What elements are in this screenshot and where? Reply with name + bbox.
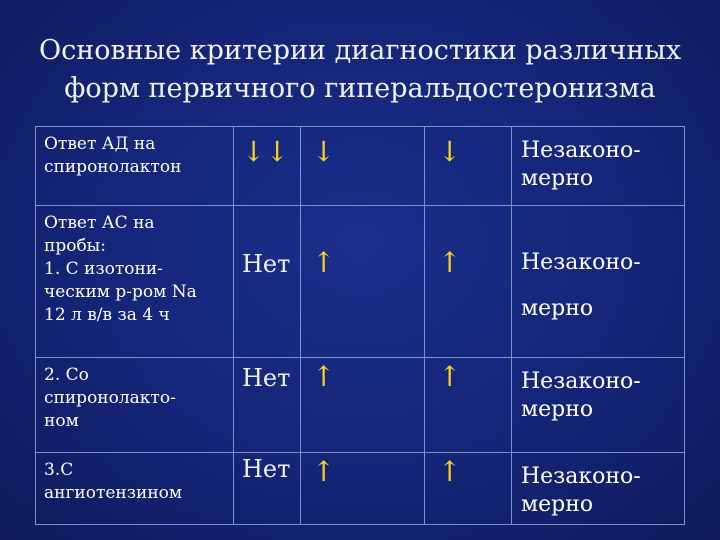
cell-col-c	[425, 127, 512, 206]
row-label	[36, 358, 234, 453]
row-label-line: 12 л в/в за 4 ч	[44, 305, 170, 325]
cell-col-d	[512, 358, 685, 453]
row-label-line: Ответ АС на	[44, 213, 155, 233]
cell-col-d	[512, 453, 685, 525]
table-row	[36, 453, 685, 525]
up-arrow-icon: ↑	[312, 455, 336, 488]
row-label-line: ангиотензином	[44, 483, 183, 503]
double-down-arrow-icon: ↓↓	[242, 135, 289, 168]
cell-text: Нет	[242, 250, 291, 278]
table-row	[36, 127, 685, 206]
row-label	[36, 127, 234, 206]
cell-col-c	[425, 358, 512, 453]
cell-col-b	[301, 206, 425, 358]
row-label-line: пробы:	[44, 236, 106, 256]
cell-text-line: Незаконо-	[521, 138, 641, 163]
row-label-line: ном	[44, 411, 79, 431]
cell-col-a	[234, 358, 301, 453]
table-row	[36, 206, 685, 358]
row-label-line: ческим р-ром Na	[44, 282, 197, 302]
cell-text: Нет	[242, 364, 291, 392]
down-arrow-icon: ↓	[312, 135, 336, 168]
cell-col-d	[512, 127, 685, 206]
cell-text-line: Незаконо-	[521, 369, 641, 394]
up-arrow-icon: ↑	[438, 360, 462, 393]
cell-col-a	[234, 206, 301, 358]
row-label-line: Ответ АД на	[44, 134, 156, 154]
criteria-table	[35, 126, 685, 525]
cell-col-c	[425, 206, 512, 358]
cell-col-c	[425, 453, 512, 525]
row-label	[36, 453, 234, 525]
row-label-line: 2. Со	[44, 365, 89, 385]
row-label-line: 3.С	[44, 460, 74, 480]
cell-text-line: мерно	[521, 296, 594, 321]
up-arrow-icon: ↑	[312, 246, 336, 279]
cell-text-line: Незаконо-	[521, 250, 641, 275]
row-label-line: 1. С изотони-	[44, 259, 163, 279]
cell-col-b	[301, 453, 425, 525]
title-line-2: форм первичного гиперальдостеронизма	[64, 73, 656, 104]
up-arrow-icon: ↑	[312, 360, 336, 393]
row-label-line: спиронолакто-	[44, 388, 176, 408]
row-label-line: спиронолактон	[44, 157, 182, 177]
cell-col-d	[512, 206, 685, 358]
title-line-1: Основные критерии диагностики различных	[38, 35, 682, 66]
down-arrow-icon: ↓	[438, 135, 462, 168]
up-arrow-icon: ↑	[438, 455, 462, 488]
row-label	[36, 206, 234, 358]
up-arrow-icon: ↑	[438, 246, 462, 279]
slide-title	[30, 32, 690, 108]
cell-col-a	[234, 453, 301, 525]
cell-text-line: мерно	[521, 166, 594, 191]
cell-text-line: мерно	[521, 492, 594, 517]
cell-text-line: мерно	[521, 397, 594, 422]
cell-text-line: Незаконо-	[521, 464, 641, 489]
cell-col-a	[234, 127, 301, 206]
cell-col-b	[301, 358, 425, 453]
table-row	[36, 358, 685, 453]
cell-col-b	[301, 127, 425, 206]
cell-text: Нет	[242, 455, 291, 483]
